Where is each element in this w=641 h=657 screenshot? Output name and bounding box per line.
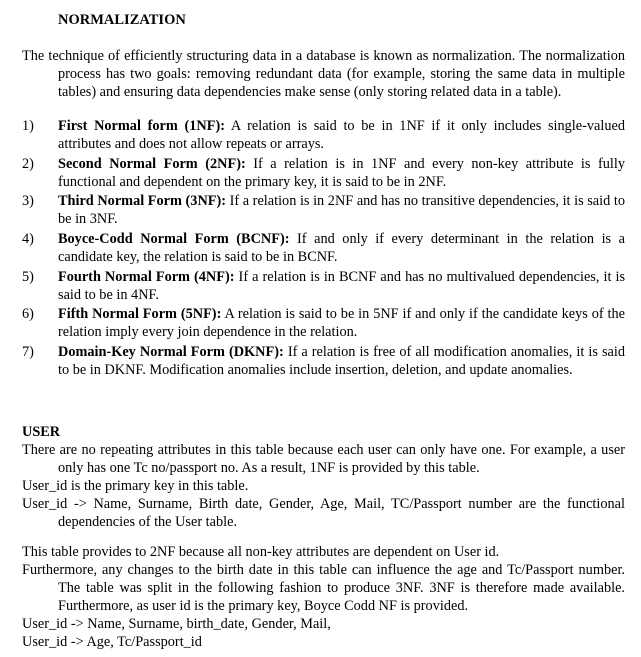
user-paragraph-3nf: Furthermore, any changes to the birth date in this table can influence the age and Tc/Passport number. The table was split in the following fashion to produce 3NF. 3NF is therefore made available. Furthermore, as user id is the primary key, Boyce Codd NF is provided. — [22, 562, 625, 614]
user-functional-dependencies: User_id -> Name, Surname, Birth date, Gender, Age, Mail, TC/Passport number are the functional dependencies of the User table. — [22, 496, 625, 530]
list-number: 2) — [22, 155, 34, 172]
form-description: If a relation is free of all modification anomalies, it is said to be in DKNF. Modification anomalies include insertion, deletion, and update anomalies. — [58, 344, 625, 379]
list-item — [22, 192, 625, 228]
list-number: 1) — [22, 118, 34, 134]
form-term: First Normal form (1NF): — [58, 118, 225, 134]
user-normalization-block — [22, 543, 625, 651]
normal-forms-list — [22, 117, 625, 381]
user-paragraph-1nf: There are no repeating attributes in this table because each user can only have one. For example, a user only has one Tc no/passport no. As a result, 1NF is provided by this table. — [22, 442, 625, 476]
list-number: 3) — [22, 193, 34, 210]
list-item — [22, 343, 625, 379]
form-term: Fifth Normal Form (5NF): — [58, 306, 222, 323]
form-term: Domain-Key Normal Form (DKNF): — [58, 344, 284, 361]
user-dependency-line-2: User_id -> Age, Tc/Passport_id — [22, 634, 202, 650]
list-number: 6) — [22, 306, 34, 323]
user-paragraph-2nf: This table provides to 2NF because all non-key attributes are dependent on User id. — [22, 544, 500, 560]
form-description: If a relation is in 2NF and has no transitive dependencies, it is said to be in 3NF. — [58, 193, 625, 228]
list-number: 5) — [22, 268, 34, 285]
page-title: NORMALIZATION — [58, 12, 186, 28]
intro-paragraph-block — [22, 47, 625, 101]
list-item — [22, 305, 625, 341]
form-term: Third Normal Form (3NF): — [58, 193, 227, 210]
list-number: 7) — [22, 344, 34, 361]
list-item — [22, 117, 625, 153]
list-number: 4) — [22, 231, 34, 248]
list-item — [22, 268, 625, 304]
form-term: Boyce-Codd Normal Form (BCNF): — [58, 231, 290, 248]
form-description: If and only if every determinant in the relation is a candidate key, the relation is said to be in BCNF. — [58, 231, 626, 266]
form-term: Second Normal Form (2NF): — [58, 155, 246, 172]
intro-paragraph: The technique of efficiently structuring data in a database is known as normalization. The normalization process has two goals: removing redundant data (for example, storing the same data in multiple tables) and ensuring data dependencies make sense (only storing related data in a table). — [22, 48, 625, 100]
user-section — [22, 423, 625, 531]
list-item — [22, 230, 625, 266]
form-description: A relation is said to be in 5NF if and only if the candidate keys of the relation imply every join dependence in the relation. — [58, 306, 625, 341]
form-description: A relation is said to be in 1NF if it only includes single-valued attributes and does not allow repeats or arrays. — [58, 118, 625, 152]
user-dependency-line-1: User_id -> Name, Surname, birth_date, Gender, Mail, — [22, 616, 331, 632]
form-description: If a relation is in BCNF and has no multivalued dependencies, it is said to be in 4NF. — [58, 268, 626, 303]
user-primary-key: User_id is the primary key in this table. — [22, 478, 249, 494]
list-item — [22, 155, 625, 191]
form-description: If a relation is in 1NF and every non-key attribute is fully functional and dependent on the primary key, it is said to be in 2NF. — [58, 155, 625, 190]
section-heading-user: USER — [22, 424, 61, 440]
form-term: Fourth Normal Form (4NF): — [58, 268, 235, 285]
